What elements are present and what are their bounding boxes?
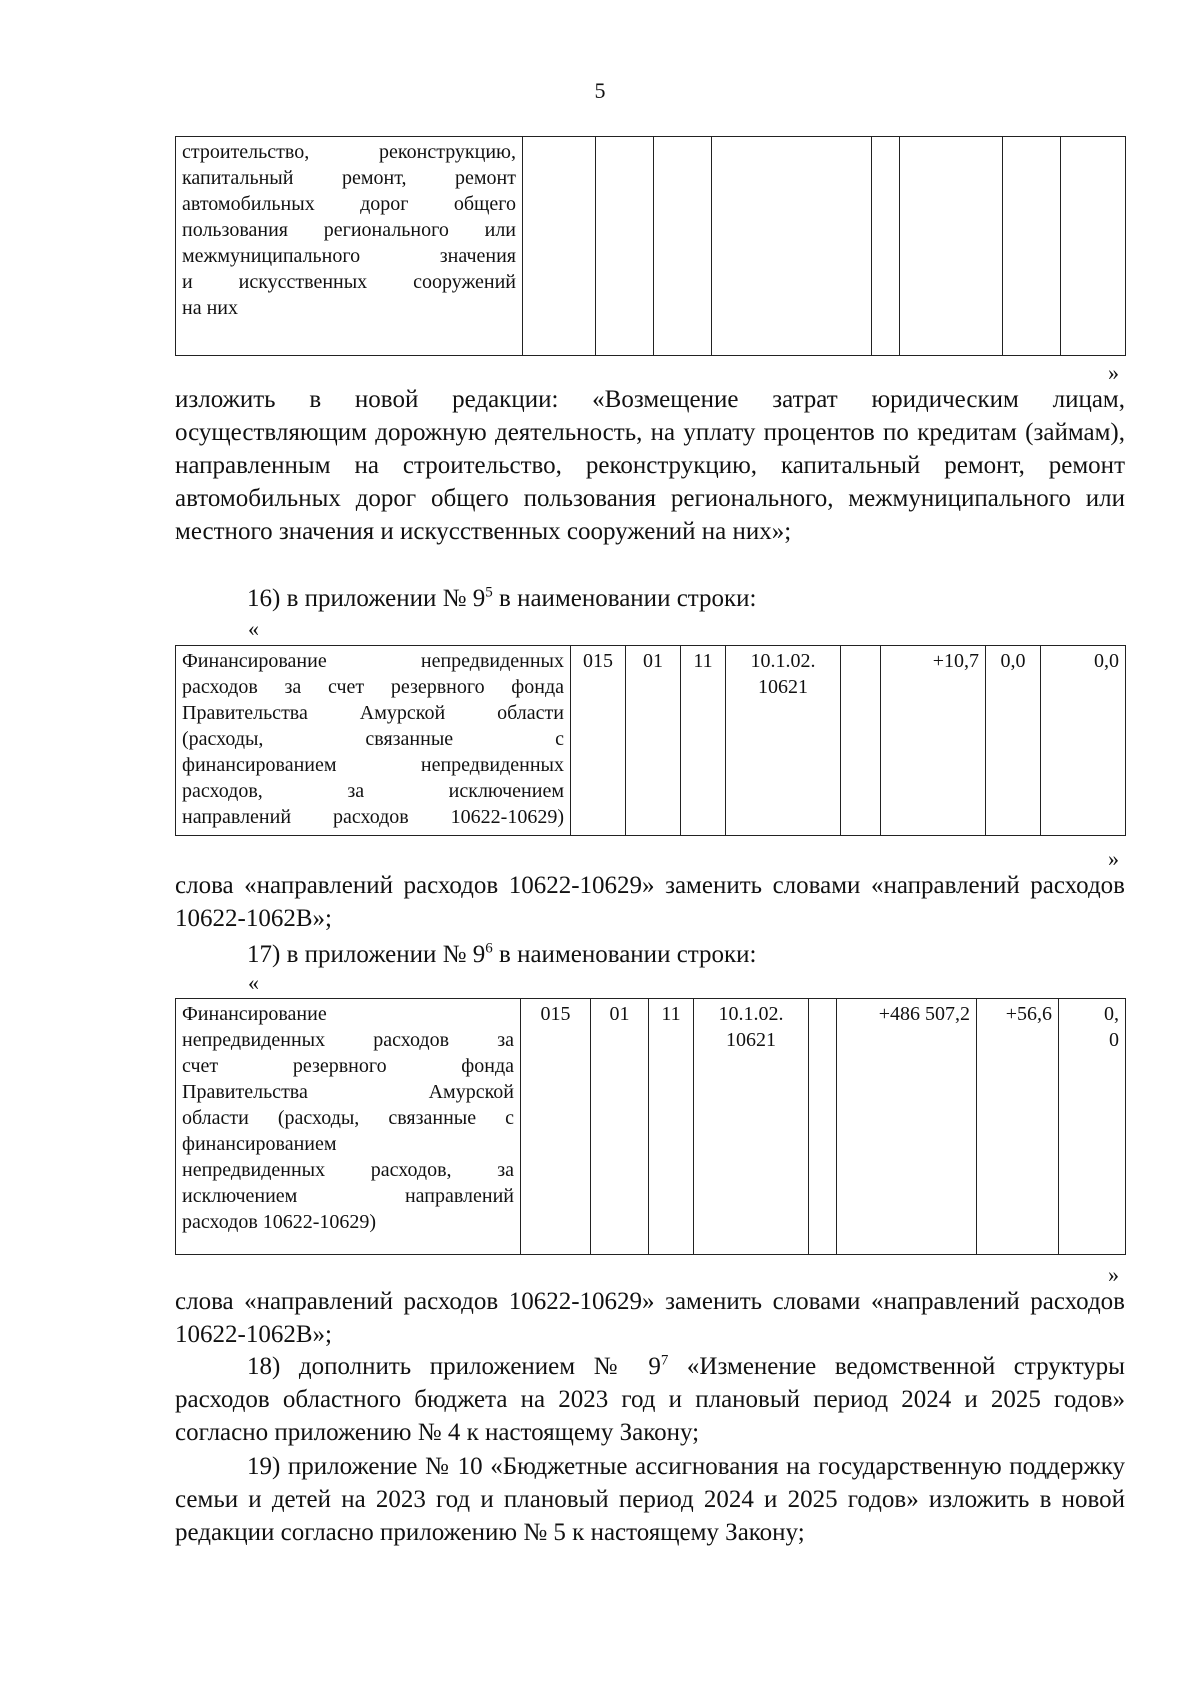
sum-2025-cell: 0,0 <box>1041 646 1126 836</box>
table-continuation <box>175 136 1126 356</box>
name-line: счет резервного фонда <box>182 1055 514 1077</box>
csr-line: 10621 <box>758 676 808 698</box>
name-line: расходов, за исключением <box>182 780 564 802</box>
table-appendix-9-6-row <box>175 998 1126 1255</box>
item-16 <box>175 582 1125 615</box>
name-line: расходов 10622-10629) <box>182 1211 377 1233</box>
item-18-prefix: 18) дополнить приложением № 9 <box>247 1353 661 1380</box>
table-appendix-9-5-row <box>175 645 1126 836</box>
empty-cell <box>1003 137 1061 356</box>
item-18 <box>175 1350 1125 1449</box>
name-line: (расходы, связанные с <box>182 728 564 750</box>
row-name-cell <box>176 646 571 836</box>
item-17 <box>175 938 1125 971</box>
sum-2024-cell: 0,0 <box>986 646 1041 836</box>
paragraph-new-wording: изложить в новой редакции: «Возмещение затрат юридическим лицам, осуществляющим дорожную деятельность, на уплату процентов по кредитам (займам), направленным на строительство, реконструкцию, капитальный ремонт, ремонт автомобильных дорог общего пользования регионального, межмуниципального или местного значения и искусственных сооружений на них»; <box>175 386 1125 545</box>
close-quote: » <box>1108 360 1119 385</box>
csr-cell <box>694 999 809 1255</box>
csr-line: 10.1.02. <box>750 650 816 672</box>
item-16-sup: 5 <box>485 584 493 601</box>
close-quote: » <box>1108 1262 1119 1287</box>
name-line: области (расходы, связанные с <box>182 1107 514 1129</box>
open-quote: « <box>248 616 259 641</box>
name-line: Правительства Амурской области <box>182 702 564 724</box>
name-line: на них <box>182 297 238 319</box>
name-line: непредвиденных расходов за <box>182 1029 514 1051</box>
item-17-sup: 6 <box>485 940 493 957</box>
pr-cell: 11 <box>649 999 694 1255</box>
empty-cell <box>712 137 872 356</box>
empty-cell <box>1061 137 1126 356</box>
csr-line: 10.1.02. <box>718 1003 784 1025</box>
name-line: расходов за счет резервного фонда <box>182 676 564 698</box>
name-line: Финансирование непредвиденных <box>182 650 564 672</box>
paragraph-replace-words-2: слова «направлений расходов 10622-10629» заменить словами «направлений расходов 10622-1062В»; <box>175 1288 1125 1348</box>
empty-cell <box>523 137 596 356</box>
ved-cell: 015 <box>571 646 626 836</box>
row-name-cell <box>176 137 523 356</box>
name-line: Финансирование <box>182 1003 327 1025</box>
rz-cell: 01 <box>591 999 649 1255</box>
name-line: финансированием непредвиденных <box>182 754 564 776</box>
name-line: направлений расходов 10622-10629) <box>182 806 564 828</box>
item-17-prefix: 17) в приложении № 9 <box>247 941 486 968</box>
name-line: и искусственных сооружений <box>182 271 516 293</box>
name-line: Правительства Амурской <box>182 1081 514 1103</box>
sum-2024-cell: +56,6 <box>977 999 1059 1255</box>
name-line: финансированием <box>182 1133 337 1155</box>
sum-2023-cell: +486 507,2 <box>837 999 977 1255</box>
item-16-suffix: в наименовании строки: <box>492 585 757 612</box>
pr-cell: 11 <box>681 646 726 836</box>
empty-cell <box>900 137 1003 356</box>
row-name-cell <box>176 999 521 1255</box>
sum-2025-cell <box>1059 999 1126 1255</box>
vr-cell <box>841 646 881 836</box>
name-line: межмуниципального значения <box>182 245 516 267</box>
ved-cell: 015 <box>521 999 591 1255</box>
empty-cell <box>596 137 654 356</box>
item-16-prefix: 16) в приложении № 9 <box>247 585 486 612</box>
paragraph-replace-words-1: слова «направлений расходов 10622-10629» заменить словами «направлений расходов 10622-1062В»; <box>175 872 1125 932</box>
empty-cell <box>872 137 900 356</box>
item-18-sup: 7 <box>660 1352 669 1369</box>
close-quote: » <box>1108 846 1119 871</box>
item-19: 19) приложение № 10 «Бюджетные ассигнования на государственную поддержку семьи и детей на 2023 год и плановый период 2024 и 2025 годов» изложить в новой редакции согласно приложению № 5 к настоящему Закону; <box>175 1453 1125 1546</box>
name-line: строительство, реконструкцию, <box>182 141 516 163</box>
item-17-suffix: в наименовании строки: <box>492 941 757 968</box>
sum-2025-line: 0 <box>1109 1029 1119 1051</box>
name-line: исключением направлений <box>182 1185 514 1207</box>
item-18-suffix: «Изменение ведомственной структуры расходов областного бюджета на 2023 год и плановый период 2024 и 2025 годов» согласно приложению № 4 к настоящему Закону; <box>175 1353 1125 1446</box>
sum-2025-line: 0, <box>1104 1003 1119 1025</box>
vr-cell <box>809 999 837 1255</box>
name-line: автомобильных дорог общего <box>182 193 516 215</box>
open-quote: « <box>248 970 259 995</box>
rz-cell: 01 <box>626 646 681 836</box>
sum-2023-cell: +10,7 <box>881 646 986 836</box>
empty-cell <box>654 137 712 356</box>
csr-cell <box>726 646 841 836</box>
name-line: пользования регионального или <box>182 219 516 241</box>
name-line: непредвиденных расходов, за <box>182 1159 514 1181</box>
page-number: 5 <box>594 78 606 103</box>
name-line: капитальный ремонт, ремонт <box>182 167 516 189</box>
csr-line: 10621 <box>726 1029 776 1051</box>
